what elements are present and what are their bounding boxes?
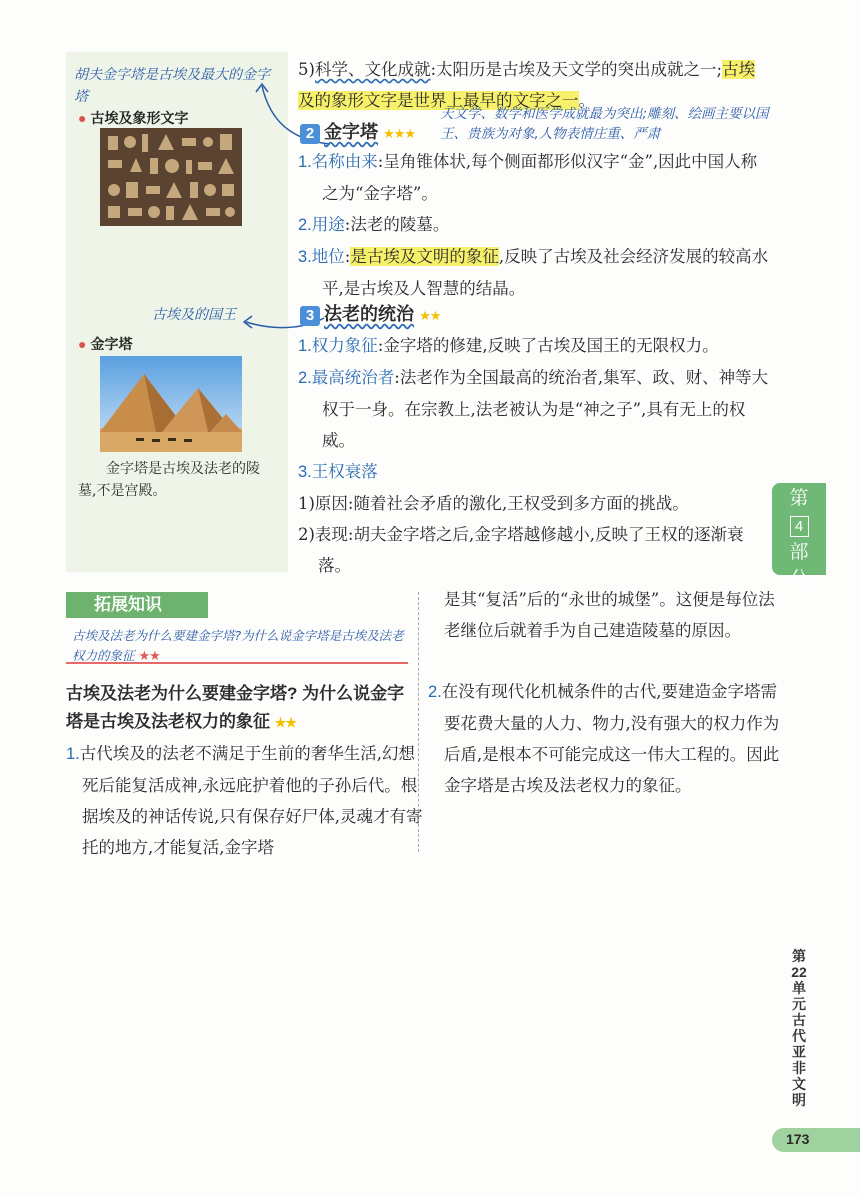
handwritten-note-question xyxy=(72,626,408,667)
answer-number: 1. xyxy=(66,745,80,763)
section-number: 2 xyxy=(300,124,320,144)
figure-label-text: 金字塔 xyxy=(90,336,133,352)
side-tab-text: 分 xyxy=(789,569,809,590)
sub-paragraph: 2)表现:胡夫金字塔之后,金字塔越修越小,反映了王权的逐渐衰落。 xyxy=(298,525,744,575)
item-key: 科学、文化成就 xyxy=(314,60,431,79)
paragraph-key: 3.地位 xyxy=(298,248,345,266)
paragraph-key: 1.名称由来 xyxy=(298,153,378,171)
expand-question xyxy=(66,680,414,737)
answer-text: 在没有现代化机械条件的古代,要建造金字塔需要花费大量的人力、物力,没有强大的权力作为后盾,是根本不可能完成这一伟大工程的。因此金字塔是古埃及法老权力的象征。 xyxy=(441,682,780,795)
hieroglyphs-image xyxy=(100,128,242,226)
expand-answer-1 xyxy=(66,738,428,863)
star-rating-icon: ★★ xyxy=(138,649,160,664)
page-number-tab xyxy=(772,1128,860,1152)
highlighted-text: 古埃及的象形文字是世界上最早的文字之一 xyxy=(298,60,756,110)
section-title: 法老的统治 xyxy=(324,304,414,324)
item-text: :太阳历是古埃及天文学的突出成就之一; xyxy=(430,60,723,79)
figure-caption: 金字塔是古埃及法老的陵墓,不是宫殿。 xyxy=(78,461,260,499)
paragraph xyxy=(298,456,770,488)
answer-number: 2. xyxy=(428,683,442,701)
section-2-body xyxy=(298,146,770,304)
side-tab-text: 第 xyxy=(789,488,809,509)
section-3-heading xyxy=(300,300,440,326)
paragraph-key: 1.权力象征 xyxy=(298,337,378,355)
side-tab-text: 部 xyxy=(789,542,809,563)
paragraph-text: ,反映了古埃及社会经济发展的较高水平,是古埃及人智慧的结晶。 xyxy=(322,247,769,298)
star-rating-icon: ★★★ xyxy=(383,127,416,142)
colon: : xyxy=(344,247,351,266)
item-number: 5) xyxy=(298,60,315,79)
part-side-tab xyxy=(772,483,826,590)
handwritten-note-science: 天文学、数学和医学成就最为突出;雕刻、绘画主要以国王、贵族为对象,人物表情庄重、严肃 xyxy=(440,106,769,142)
side-tab-number: 4 xyxy=(790,516,809,537)
paragraph-text: :法老作为全国最高的统治者,集军、政、财、神等大权于一身。在宗教上,法老被认为是“神之子”,具有无上的权威。 xyxy=(322,368,769,450)
pyramids-image xyxy=(100,356,242,452)
page-number: 173 xyxy=(786,1131,810,1147)
section-title: 金字塔 xyxy=(324,122,378,142)
paragraph xyxy=(298,330,770,362)
expand-knowledge-title: 拓展知识 xyxy=(66,592,208,618)
bullet-icon: ● xyxy=(78,110,87,126)
paragraph-key: 3.王权衰落 xyxy=(298,463,378,481)
column-divider xyxy=(418,592,419,852)
section-3-body xyxy=(298,330,770,581)
paragraph-key: 2.最高统治者 xyxy=(298,369,395,387)
star-rating-icon: ★★ xyxy=(274,715,297,730)
figure-label-hieroglyphs xyxy=(78,108,188,128)
item-end: 。 xyxy=(578,91,595,110)
paragraph xyxy=(298,241,770,304)
bullet-icon: ● xyxy=(78,336,87,352)
figure-label-text: 古埃及象形文字 xyxy=(90,110,189,126)
unit-label: 第22单元 古代亚非文明 xyxy=(791,948,807,1108)
star-rating-icon: ★★ xyxy=(419,309,441,324)
sub-paragraph: 1)原因:随着社会矛盾的激化,王权受到多方面的挑战。 xyxy=(298,494,689,513)
paragraph-key: 2.用途 xyxy=(298,216,345,234)
paragraph-text: :法老的陵墓。 xyxy=(344,215,450,234)
handwritten-note-khufu: 胡夫金字塔是古埃及最大的金字塔 xyxy=(74,67,270,105)
paragraph xyxy=(298,209,770,241)
section-number: 3 xyxy=(300,306,320,326)
expand-answer-1-continued: 是其“复活”后的“永世的城堡”。这便是每位法老继位后就着手为自己建造陵墓的原因。 xyxy=(444,590,775,640)
section-2-heading xyxy=(300,118,415,144)
note-text: 古埃及法老为什么要建金字塔?为什么说金字塔是古埃及法老权力的象征 xyxy=(72,628,404,663)
figure-label-pyramid xyxy=(78,334,132,354)
question-text: 古埃及法老为什么要建金字塔? 为什么说金字塔是古埃及法老权力的象征 xyxy=(66,684,405,731)
paragraph-text: :呈角锥体状,每个侧面都形似汉字“金”,因此中国人称之为“金字塔”。 xyxy=(322,152,758,203)
expand-answer-2 xyxy=(428,676,790,801)
handwritten-note-pharaoh: 古埃及的国王 xyxy=(152,307,236,323)
paragraph xyxy=(298,362,770,456)
paragraph xyxy=(298,146,770,209)
answer-text: 古代埃及的法老不满足于生前的奢华生活,幻想死后能复活成神,永远庇护着他的子孙后代。根据埃及的神话传说,只有保存好尸体,灵魂才有寄托的地方,才能复活,金字塔 xyxy=(79,744,423,857)
highlighted-text: 是古埃及文明的象征 xyxy=(350,247,499,266)
paragraph-text: :金字塔的修建,反映了古埃及国王的无限权力。 xyxy=(377,336,719,355)
